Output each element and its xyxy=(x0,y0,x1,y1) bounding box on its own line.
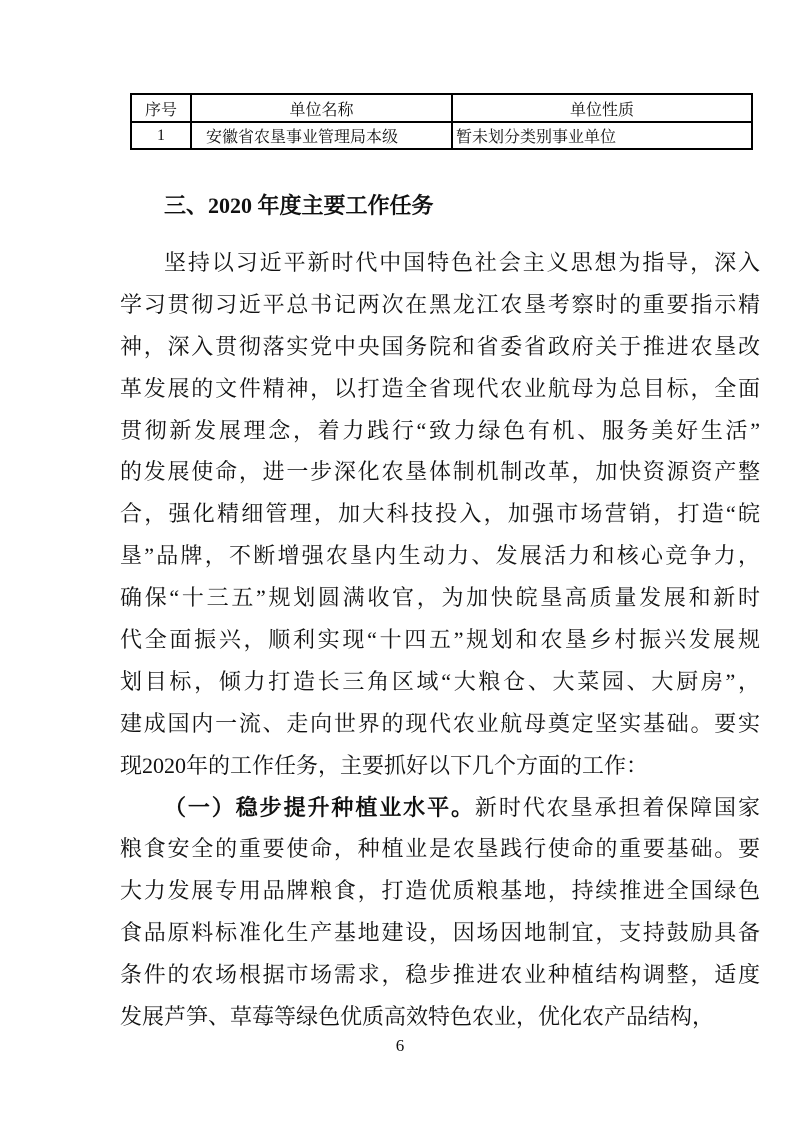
text-line xyxy=(120,368,760,410)
text-line xyxy=(120,493,760,535)
unit-table xyxy=(130,93,753,150)
text-line xyxy=(120,451,760,493)
text-segment: 划目标，倾力打造长三角区域“大粮仓、大菜园、大厨房”， xyxy=(120,668,760,694)
text-line xyxy=(120,996,760,1038)
text-segment: 革发展的文件精神，以打造全省现代农业航母为总目标，全面 xyxy=(120,375,760,401)
header-cell-index: 序号 xyxy=(131,94,191,122)
text-segment: 学习贯彻习近平总书记两次在黑龙江农垦考察时的重要指示精 xyxy=(120,291,760,317)
text-line xyxy=(120,703,760,745)
text-line xyxy=(120,410,760,452)
table-row xyxy=(131,122,752,149)
header-cell-unit-type: 单位性质 xyxy=(452,94,752,122)
text-segment: 神，深入贯彻落实党中央国务院和省委省政府关于推进农垦改 xyxy=(120,333,760,359)
cell-index: 1 xyxy=(131,122,191,149)
text-segment: 粮食安全的重要使命，种植业是农垦践行使命的重要基础。要 xyxy=(120,836,760,862)
page-number: 6 xyxy=(395,1036,405,1055)
table-header-row xyxy=(131,94,752,122)
paragraph xyxy=(120,787,760,1038)
text-line xyxy=(120,326,760,368)
body-text xyxy=(120,242,760,1038)
text-line xyxy=(120,284,760,326)
header-cell-unit-name: 单位名称 xyxy=(191,94,452,122)
bold-text-segment: （一）稳步提升种植业水平。 xyxy=(164,794,475,820)
text-line xyxy=(120,870,760,912)
text-segment: 坚持以习近平新时代中国特色社会主义思想为指导，深入 xyxy=(164,250,760,275)
unit-table-body xyxy=(131,122,752,149)
text-line xyxy=(120,787,760,829)
cell-unit-type: 暂未划分类别事业单位 xyxy=(452,122,752,149)
text-segment: 合，强化精细管理，加大科技投入，加强市场营销，打造“皖 xyxy=(120,501,760,527)
text-line xyxy=(120,954,760,996)
text-segment: 现2020年的工作任务，主要抓好以下几个方面的工作： xyxy=(120,752,649,778)
text-segment: 发展芦笋、草莓等绿色优质高效特色农业，优化农产品结构， xyxy=(120,1004,715,1030)
text-segment: 建成国内一流、走向世界的现代农业航母奠定坚实基础。要实 xyxy=(120,710,760,736)
text-segment: 条件的农场根据市场需求，稳步推进农业种植结构调整，适度 xyxy=(120,962,760,988)
text-segment: 新时代农垦承担着保障国家 xyxy=(474,794,760,820)
text-line xyxy=(120,912,760,954)
text-line xyxy=(120,828,760,870)
text-line xyxy=(120,242,760,284)
text-line xyxy=(120,745,760,787)
text-segment: 垦”品牌，不断增强农垦内生动力、发展活力和核心竞争力， xyxy=(120,543,760,569)
text-segment: 大力发展专用品牌粮食，打造优质粮基地，持续推进全国绿色 xyxy=(120,878,760,904)
text-segment: 代全面振兴，顺利实现“十四五”规划和农垦乡村振兴发展规 xyxy=(120,627,760,653)
paragraph xyxy=(120,242,760,787)
cell-unit-name: 安徽省农垦事业管理局本级 xyxy=(191,122,452,149)
section-heading: 三、2020 年度主要工作任务 xyxy=(164,193,434,218)
unit-table-header xyxy=(131,94,752,122)
text-segment: 的发展使命，进一步深化农垦体制机制改革，加快资源资产整 xyxy=(120,459,760,485)
text-line xyxy=(120,535,760,577)
text-line xyxy=(120,619,760,661)
text-segment: 确保“十三五”规划圆满收官，为加快皖垦高质量发展和新时 xyxy=(120,585,760,611)
text-line xyxy=(120,661,760,703)
text-segment: 食品原料标准化生产基地建设，因场因地制宜，支持鼓励具备 xyxy=(120,920,760,946)
text-segment: 贯彻新发展理念，着力践行“致力绿色有机、服务美好生活” xyxy=(120,417,760,443)
text-line xyxy=(120,577,760,619)
